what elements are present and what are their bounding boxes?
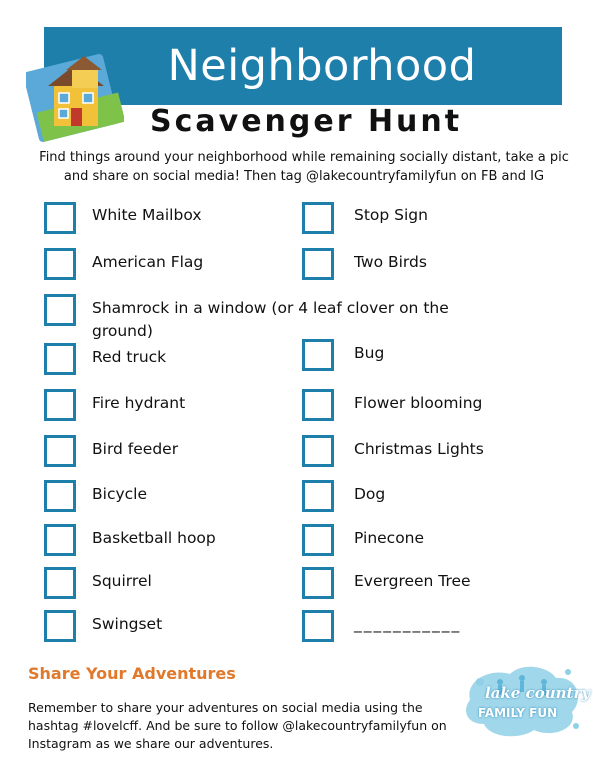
item-evergreen-tree: Evergreen Tree bbox=[354, 572, 471, 590]
house-icon bbox=[26, 46, 124, 144]
item-bird-feeder: Bird feeder bbox=[92, 440, 179, 458]
footer-text: Remember to share your adventures on social media using the hashtag #lovelcff. And be sure to follow @lakecountryfamilyfun on Instagram as we share our adventures. bbox=[28, 700, 447, 751]
checkbox-blank[interactable] bbox=[302, 610, 334, 642]
item-american-flag: American Flag bbox=[92, 253, 204, 271]
checkbox-dog[interactable] bbox=[302, 480, 334, 512]
checkbox-two-birds[interactable] bbox=[302, 248, 334, 280]
share-heading: Share Your Adventures bbox=[28, 664, 236, 683]
item-fire-hydrant: Fire hydrant bbox=[92, 394, 186, 412]
checkbox-flower-blooming[interactable] bbox=[302, 389, 334, 421]
checkbox-bug[interactable] bbox=[302, 339, 334, 371]
checkbox-swingset[interactable] bbox=[44, 610, 76, 642]
checkbox-squirrel[interactable] bbox=[44, 567, 76, 599]
item-white-mailbox: White Mailbox bbox=[92, 206, 202, 224]
checkbox-shamrock[interactable] bbox=[44, 294, 76, 326]
item-pinecone: Pinecone bbox=[354, 529, 425, 547]
item-bug: Bug bbox=[354, 344, 385, 362]
checkbox-american-flag[interactable] bbox=[44, 248, 76, 280]
page-subtitle: Scavenger Hunt bbox=[150, 104, 463, 139]
checkbox-pinecone[interactable] bbox=[302, 524, 334, 556]
item-flower-blooming: Flower blooming bbox=[354, 394, 483, 412]
checkbox-bicycle[interactable] bbox=[44, 480, 76, 512]
logo-text-line2: FAMILY FUN bbox=[478, 706, 558, 720]
checkbox-bird-feeder[interactable] bbox=[44, 435, 76, 467]
checkbox-christmas-lights[interactable] bbox=[302, 435, 334, 467]
item-squirrel: Squirrel bbox=[92, 572, 152, 590]
item-shamrock: Shamrock in a window (or 4 leaf clover on the ground) bbox=[92, 299, 449, 340]
intro-text: Find things around your neighborhood while remaining socially distant, take a pic and share on social media! Then tag @lakecountryfamilyfun on FB and IG bbox=[39, 150, 569, 184]
checkbox-evergreen-tree[interactable] bbox=[302, 567, 334, 599]
checkbox-stop-sign[interactable] bbox=[302, 202, 334, 234]
logo-text-line1: lake country bbox=[485, 684, 591, 702]
item-bicycle: Bicycle bbox=[92, 485, 147, 503]
item-swingset: Swingset bbox=[92, 615, 163, 633]
item-dog: Dog bbox=[354, 485, 386, 503]
item-red-truck: Red truck bbox=[92, 348, 167, 366]
item-blank-line: ___________ bbox=[354, 615, 462, 633]
item-two-birds: Two Birds bbox=[354, 253, 427, 271]
checkbox-basketball-hoop[interactable] bbox=[44, 524, 76, 556]
item-stop-sign: Stop Sign bbox=[354, 206, 428, 224]
item-basketball-hoop: Basketball hoop bbox=[92, 529, 216, 547]
page-title: Neighborhood bbox=[167, 41, 477, 91]
checkbox-red-truck[interactable] bbox=[44, 343, 76, 375]
checkbox-fire-hydrant[interactable] bbox=[44, 389, 76, 421]
checkbox-white-mailbox[interactable] bbox=[44, 202, 76, 234]
item-christmas-lights: Christmas Lights bbox=[354, 440, 484, 458]
